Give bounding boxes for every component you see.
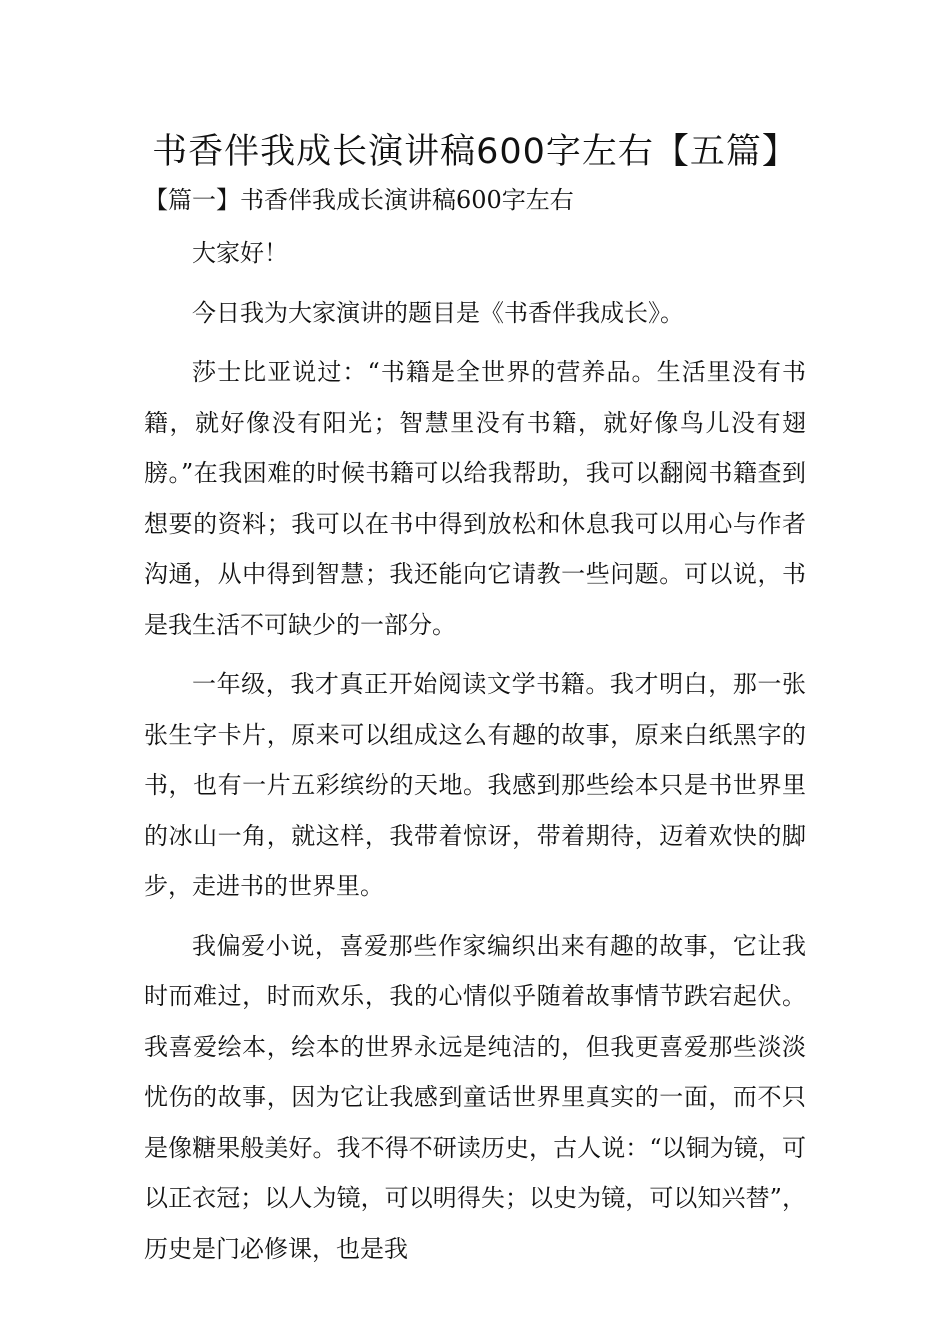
paragraph-topic: 今日我为大家演讲的题目是《书香伴我成长》。 <box>192 298 684 327</box>
paragraph-reading-preferences: 我偏爱小说，喜爱那些作家编织出来有趣的故事，它让我时而难过，时而欢乐，我的心情似乎随着故事情节跌宕起伏。我喜爱绘本，绘本的世界永远是纯洁的，但我更喜爱那些淡淡忧伤的故事，因为它让我感到童话世界里真实的一面，而不只是像糖果般美好。我不得不研读历史，古人说：“以铜为镜，可以正衣冠；以人为镜，可以明得失；以史为镜，可以知兴替”，历史是门必修课，也是我 <box>144 931 806 1263</box>
section-heading: 【篇一】书香伴我成长演讲稿600字左右 <box>144 186 574 214</box>
document-title: 书香伴我成长演讲稿600字左右【五篇】 <box>152 132 798 172</box>
paragraph-shakespeare-quote: 莎士比亚说过：“书籍是全世界的营养品。生活里没有书籍，就好像没有阳光；智慧里没有书籍，就好像鸟儿没有翅膀。”在我困难的时候书籍可以给我帮助，我可以翻阅书籍查到想要的资料；我可以在书中得到放松和休息我可以用心与作者沟通，从中得到智慧；我还能向它请教一些问题。可以说，书是我生活不可缺少的一部分。 <box>144 358 806 639</box>
paragraph-first-grade: 一年级，我才真正开始阅读文学书籍。我才明白，那一张张生字卡片，原来可以组成这么有趣的故事，原来白纸黑字的书，也有一片五彩缤纷的天地。我感到那些绘本只是书世界里的冰山一角，就这样，我带着惊讶，带着期待，迈着欢快的脚步，走进书的世界里。 <box>144 670 806 900</box>
paragraph-greeting: 大家好！ <box>192 239 288 267</box>
document-body <box>144 228 806 1283</box>
